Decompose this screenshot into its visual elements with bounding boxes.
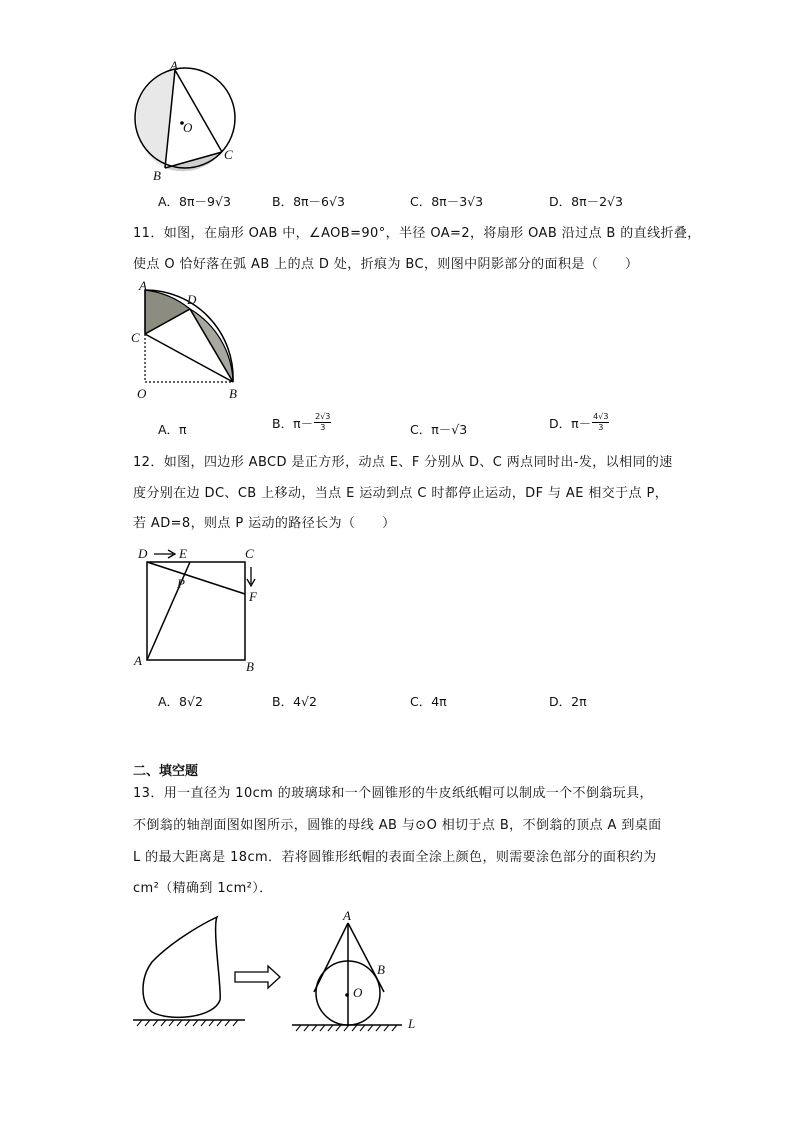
q12-label-A: A — [134, 653, 142, 668]
q12-option-a[interactable]: A．8√2 — [158, 694, 203, 709]
q11-option-d-denominator: 3 — [598, 423, 604, 432]
q11-option-d-prefix: D．π－ — [549, 415, 592, 431]
q13-label-O: O — [353, 985, 363, 1000]
q11-label-A: A — [139, 278, 147, 293]
q11-option-b-denominator: 3 — [320, 423, 326, 432]
q10-option-b[interactable]: B．8π－6√3 — [272, 194, 345, 209]
q10-label-O: O — [183, 120, 193, 135]
q12-question-line3: 若 AD=8，则点 P 运动的路径长为（ ） — [133, 516, 396, 531]
q12-question-line1: 12．如图，四边形 ABCD 是正方形，动点 E、F 分别从 D、C 两点同时出-发，以相同的速 — [133, 455, 673, 470]
q13-label-L: L — [408, 1016, 416, 1031]
q12-option-c[interactable]: C．4π — [410, 694, 447, 709]
q13-question-line1: 13．用一直径为 10cm 的玻璃球和一个圆锥形的牛皮纸纸帽可以制成一个不倒翁玩具， — [133, 786, 653, 801]
q12-question-line2: 度分别在边 DC、CB 上移动，当点 E 运动到点 C 时都停止运动，DF 与 AE 相交于点 P， — [133, 486, 669, 501]
q12-label-F: F — [249, 589, 257, 604]
q13-label-B: B — [377, 962, 385, 977]
q13-question-line2: 不倒翁的轴剖面图如图所示，圆锥的母线 AB 与⊙O 相切于点 B，不倒翁的顶点 A 到桌面 — [133, 818, 662, 833]
q13-question-line3: L 的最大距离是 18cm．若将圆锥形纸帽的表面全涂上颜色，则需要涂色部分的面积约为 — [133, 850, 657, 865]
q10-label-C: C — [224, 147, 233, 162]
q12-label-D: D — [138, 546, 148, 561]
q11-label-C: C — [131, 330, 140, 345]
q11-label-B: B — [229, 386, 237, 401]
q10-option-a[interactable]: A．8π－9√3 — [158, 194, 231, 209]
q10-label-B: B — [153, 168, 161, 183]
q13-question-line4: cm²（精确到 1cm²）． — [133, 881, 273, 896]
q13-label-A: A — [343, 908, 351, 923]
q11-question-line1: 11．如图，在扇形 OAB 中，∠AOB=90°，半径 OA=2，将扇形 OAB 沿过点 B 的直线折叠， — [133, 226, 701, 241]
q10-option-c[interactable]: C．8π－3√3 — [410, 194, 484, 209]
q12-label-C: C — [245, 546, 254, 561]
q11-label-D: D — [187, 292, 197, 307]
q11-label-O: O — [137, 386, 147, 401]
q12-label-B: B — [246, 659, 254, 674]
q11-option-b-prefix: B．π－ — [272, 415, 314, 431]
q12-option-d[interactable]: D．2π — [549, 694, 587, 709]
q12-label-E: E — [179, 546, 187, 561]
q11-option-b-numerator: 2√3 — [315, 412, 331, 421]
q10-option-d[interactable]: D．8π－2√3 — [549, 194, 623, 209]
q11-option-a[interactable]: A．π — [158, 422, 187, 437]
q12-option-b[interactable]: B．4√2 — [272, 694, 317, 709]
q12-label-P: P — [177, 576, 185, 591]
q10-label-A: A — [170, 58, 178, 73]
section-title-fill-in: 二、填空题 — [133, 764, 199, 779]
q11-option-c[interactable]: C．π－√3 — [410, 422, 468, 437]
q11-question-line2: 使点 O 恰好落在弧 AB 上的点 D 处，折痕为 BC，则图中阴影部分的面积是（ ） — [133, 257, 639, 272]
q11-option-d-numerator: 4√3 — [593, 412, 609, 421]
